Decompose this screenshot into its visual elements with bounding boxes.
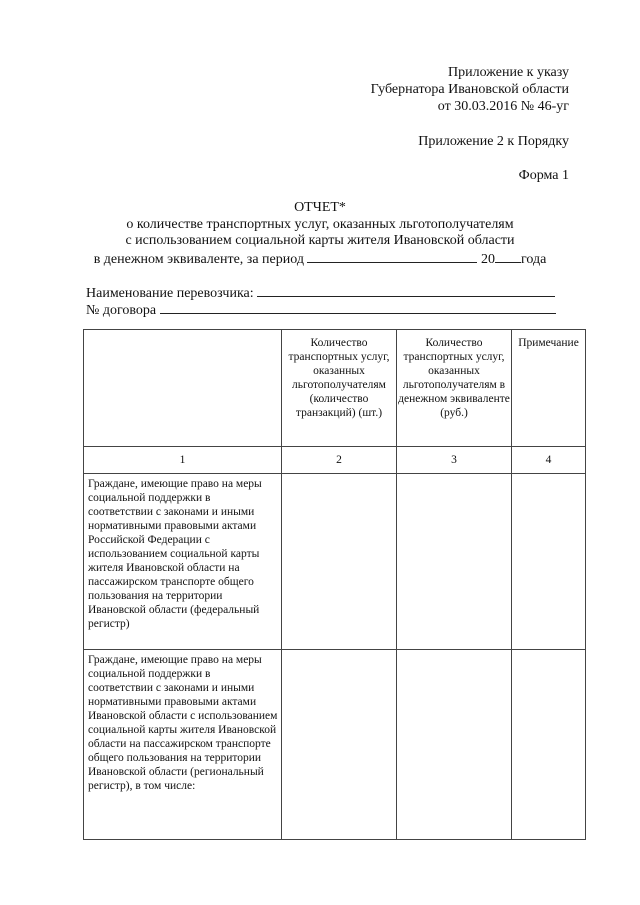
column-number: 1	[84, 447, 282, 474]
period-label: в денежном эквиваленте, за период	[93, 252, 304, 267]
report-period-line	[0, 249, 640, 268]
row-note-cell[interactable]	[512, 650, 586, 840]
row-quantity-cell[interactable]	[282, 650, 397, 840]
contract-line	[86, 300, 556, 319]
row-amount-cell[interactable]	[397, 650, 512, 840]
row-note-cell[interactable]	[512, 474, 586, 650]
contract-label: № договора	[86, 303, 157, 318]
appendix-line-2: Губернатора Ивановской области	[370, 82, 569, 97]
year-input[interactable]	[495, 249, 521, 263]
column-number: 2	[282, 447, 397, 474]
report-subtitle-1: о количестве транспортных услуг, оказанных льготополучателям	[126, 217, 514, 232]
carrier-name-input[interactable]	[257, 283, 555, 297]
table-header-row	[84, 330, 586, 447]
appendix-line-1: Приложение к указу	[448, 65, 569, 80]
report-subtitle-2: с использованием социальной карты жителя Ивановской области	[125, 233, 515, 248]
header-cell-quantity: Количество транспортных услуг, оказанных льготополучателям (количество транзакций) (шт.)	[282, 330, 397, 447]
period-year-suffix: года	[520, 252, 547, 267]
appendix-line-3: от 30.03.2016 № 46-уг	[437, 99, 569, 114]
row-quantity-cell[interactable]	[282, 474, 397, 650]
header-cell-1	[84, 330, 282, 447]
column-number: 3	[397, 447, 512, 474]
row-label-federal: Граждане, имеющие право на меры социальной поддержки в соответствии с законами и иными нормативными правовыми актами Российской Федерации с использованием социальной карты жителя Ивановской области на пассажирском транспорте общего пользования на территории Ивановской области (федеральный регистр)	[84, 474, 282, 650]
table-row	[84, 650, 586, 840]
column-number-row	[84, 447, 586, 474]
carrier-label: Наименование перевозчика:	[86, 286, 254, 301]
column-number: 4	[512, 447, 586, 474]
row-amount-cell[interactable]	[397, 474, 512, 650]
report-table	[83, 329, 586, 840]
form-number: Форма 1	[518, 168, 569, 183]
appendix-order: Приложение 2 к Порядку	[418, 134, 569, 149]
period-input[interactable]	[307, 249, 477, 263]
report-title: ОТЧЕТ*	[294, 200, 346, 215]
header-cell-amount: Количество транспортных услуг, оказанных льготополучателям в денежном эквиваленте (руб.)	[397, 330, 512, 447]
header-cell-note: Примечание	[512, 330, 586, 447]
row-label-regional: Граждане, имеющие право на меры социальной поддержки в соответствии с законами и иными нормативными правовыми актами Ивановской области с использованием социальной карты жителя Ивановской области на пассажирском транспорте общего пользования на территории Ивановской области (региональный регистр), в том числе:	[84, 650, 282, 840]
contract-number-input[interactable]	[160, 300, 556, 314]
table-row	[84, 474, 586, 650]
period-year-prefix: 20	[480, 252, 495, 267]
